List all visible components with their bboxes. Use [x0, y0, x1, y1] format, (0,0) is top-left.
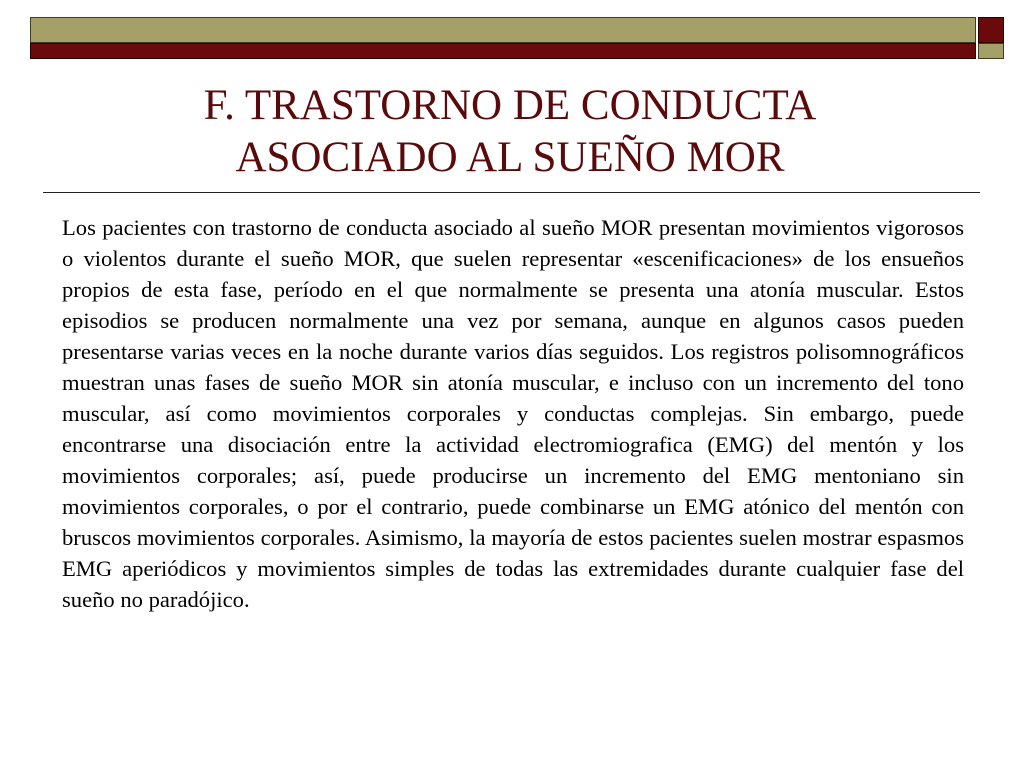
slide-title-line-2: ASOCIADO AL SUEÑO MOR	[235, 134, 785, 181]
header-bar-maroon	[30, 43, 976, 59]
slide-title-line-1: F. TRASTORNO DE CONDUCTA	[203, 82, 817, 129]
title-divider	[43, 192, 980, 193]
header-square-maroon	[978, 17, 1004, 43]
header-bar-olive	[30, 17, 976, 43]
header-square-olive	[978, 43, 1004, 59]
slide-body-text: Los pacientes con trastorno de conducta asociado al sueño MOR presentan movimientos vigorosos o violentos durante el sueño MOR, que suelen representar «escenificaciones» de los ensueños propios de esta fase, período en el que normalmente se presenta una atonía muscular. Estos episodios se producen normalmente una vez por semana, aunque en algunos casos pueden presentarse varias veces en la noche durante varios días seguidos. Los registros polisomnográficos muestran unas fases de sueño MOR sin atonía muscular, e incluso con un incremento del tono muscular, así como movimientos corporales y conductas complejas. Sin embargo, puede encontrarse una disociación entre la actividad electromiografica (EMG) del mentón y los movimientos corporales; así, puede producirse un incremento del EMG mentoniano sin movimientos corporales, o por el contrario, puede combinarse un EMG atónico del mentón con bruscos movimientos corporales. Asimismo, la mayoría de estos pacientes suelen mostrar espasmos EMG aperiódicos y movimientos simples de todas las extremidades durante cualquier fase del sueño no paradójico.	[62, 215, 964, 612]
slide-title	[40, 80, 980, 184]
